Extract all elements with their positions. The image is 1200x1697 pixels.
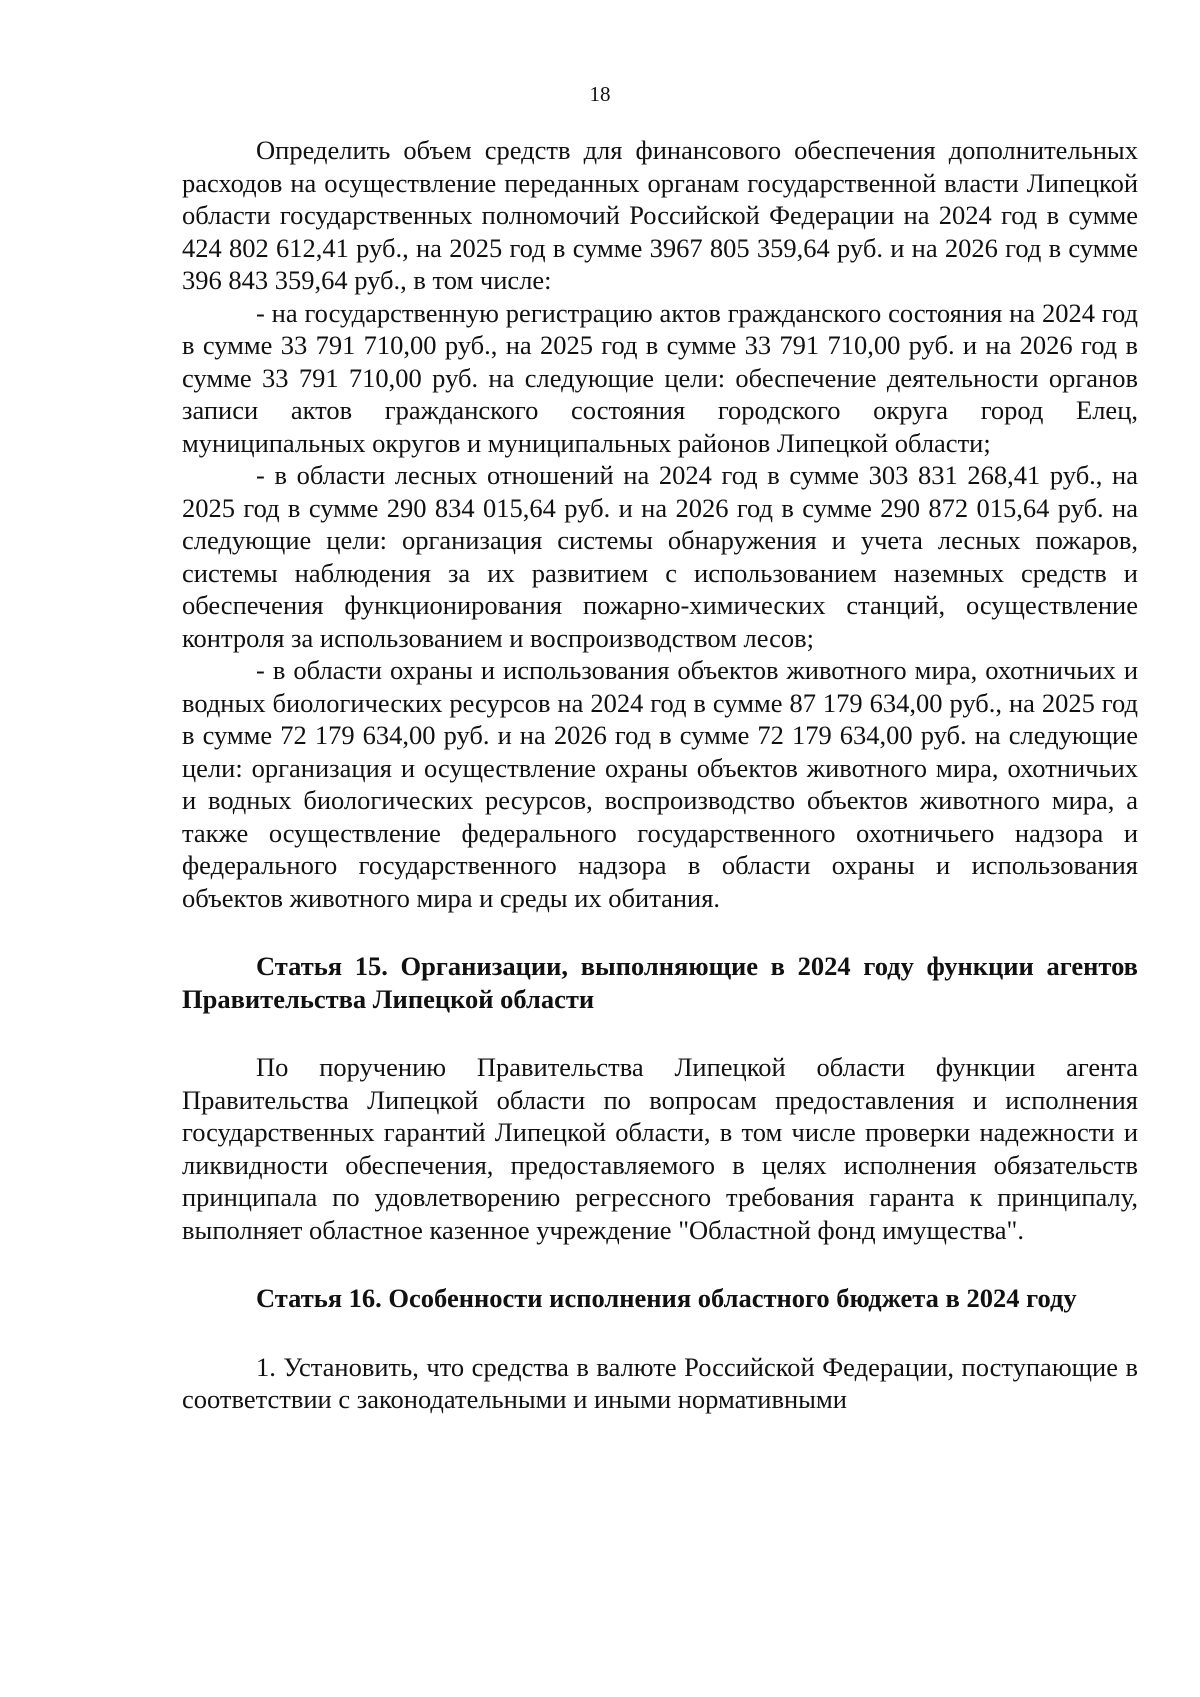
- article-16-body: 1. Установить, что средства в валюте Российской Федерации, поступающие в соответствии с законодательными и иными нормативными: [182, 1351, 1138, 1414]
- paragraph-wildlife-protection: - в области охраны и использования объектов животного мира, охотничьих и водных биологических ресурсов на 2024 год в сумме 87 179 634,00 руб., на 2025 год в сумме 72 179 634,00 руб. и на 2026 год в сумме 72 179 634,00 руб. на следующие цели: организация и осуществление охраны объектов животного мира, охотничьих и водных биологических ресурсов, воспроизводство объектов животного мира, а также осуществление федерального государственного охотничьего надзора и федерального государственного надзора в области охраны и использования объектов животного мира и среды их обитания.: [182, 655, 1138, 913]
- article-16-heading: Статья 16. Особенности исполнения областного бюджета в 2024 году: [256, 1283, 1077, 1313]
- paragraph-forest-relations: - в области лесных отношений на 2024 год в сумме 303 831 268,41 руб., на 2025 год в сумме 290 834 015,64 руб. и на 2026 год в сумме 290 872 015,64 руб. на следующие цели: организация системы обнаружения и учета лесных пожаров, системы наблюдения за их развитием с использованием наземных средств и обеспечения функционирования пожарно-химических станций, осуществление контроля за использованием и воспроизводством лесов;: [182, 460, 1138, 653]
- article-15-body: По поручению Правительства Липецкой области функции агента Правительства Липецкой области по вопросам предоставления и исполнения государственных гарантий Липецкой области, в том числе проверки надежности и ликвидности обеспечения, предоставляемого в целях исполнения обязательств принципала по удовлетворению регрессного требования гаранта к принципалу, выполняет областное казенное учреждение "Областной фонд имущества".: [182, 1052, 1138, 1245]
- paragraph-civil-registration: - на государственную регистрацию актов гражданского состояния на 2024 год в сумме 33 791 710,00 руб., на 2025 год в сумме 33 791 710,00 руб. и на 2026 год в сумме 33 791 710,00 руб. на следующие цели: обеспечение деятельности органов записи актов гражданского состояния городского округа город Елец, муниципальных округов и муниципальных районов Липецкой области;: [182, 297, 1138, 458]
- page-number: 18: [589, 82, 611, 106]
- paragraph-funding-intro: Определить объем средств для финансового обеспечения дополнительных расходов на осуществление переданных органам государственной власти Липецкой области государственных полномочий Российской Федерации на 2024 год в сумме 424 802 612,41 руб., на 2025 год в сумме 3967 805 359,64 руб. и на 2026 год в сумме 396 843 359,64 руб., в том числе:: [182, 135, 1138, 295]
- document-body: [182, 134, 1138, 1416]
- article-15-heading: Статья 15. Организации, выполняющие в 2024 году функции агентов Правительства Липецкой области: [182, 951, 1138, 1014]
